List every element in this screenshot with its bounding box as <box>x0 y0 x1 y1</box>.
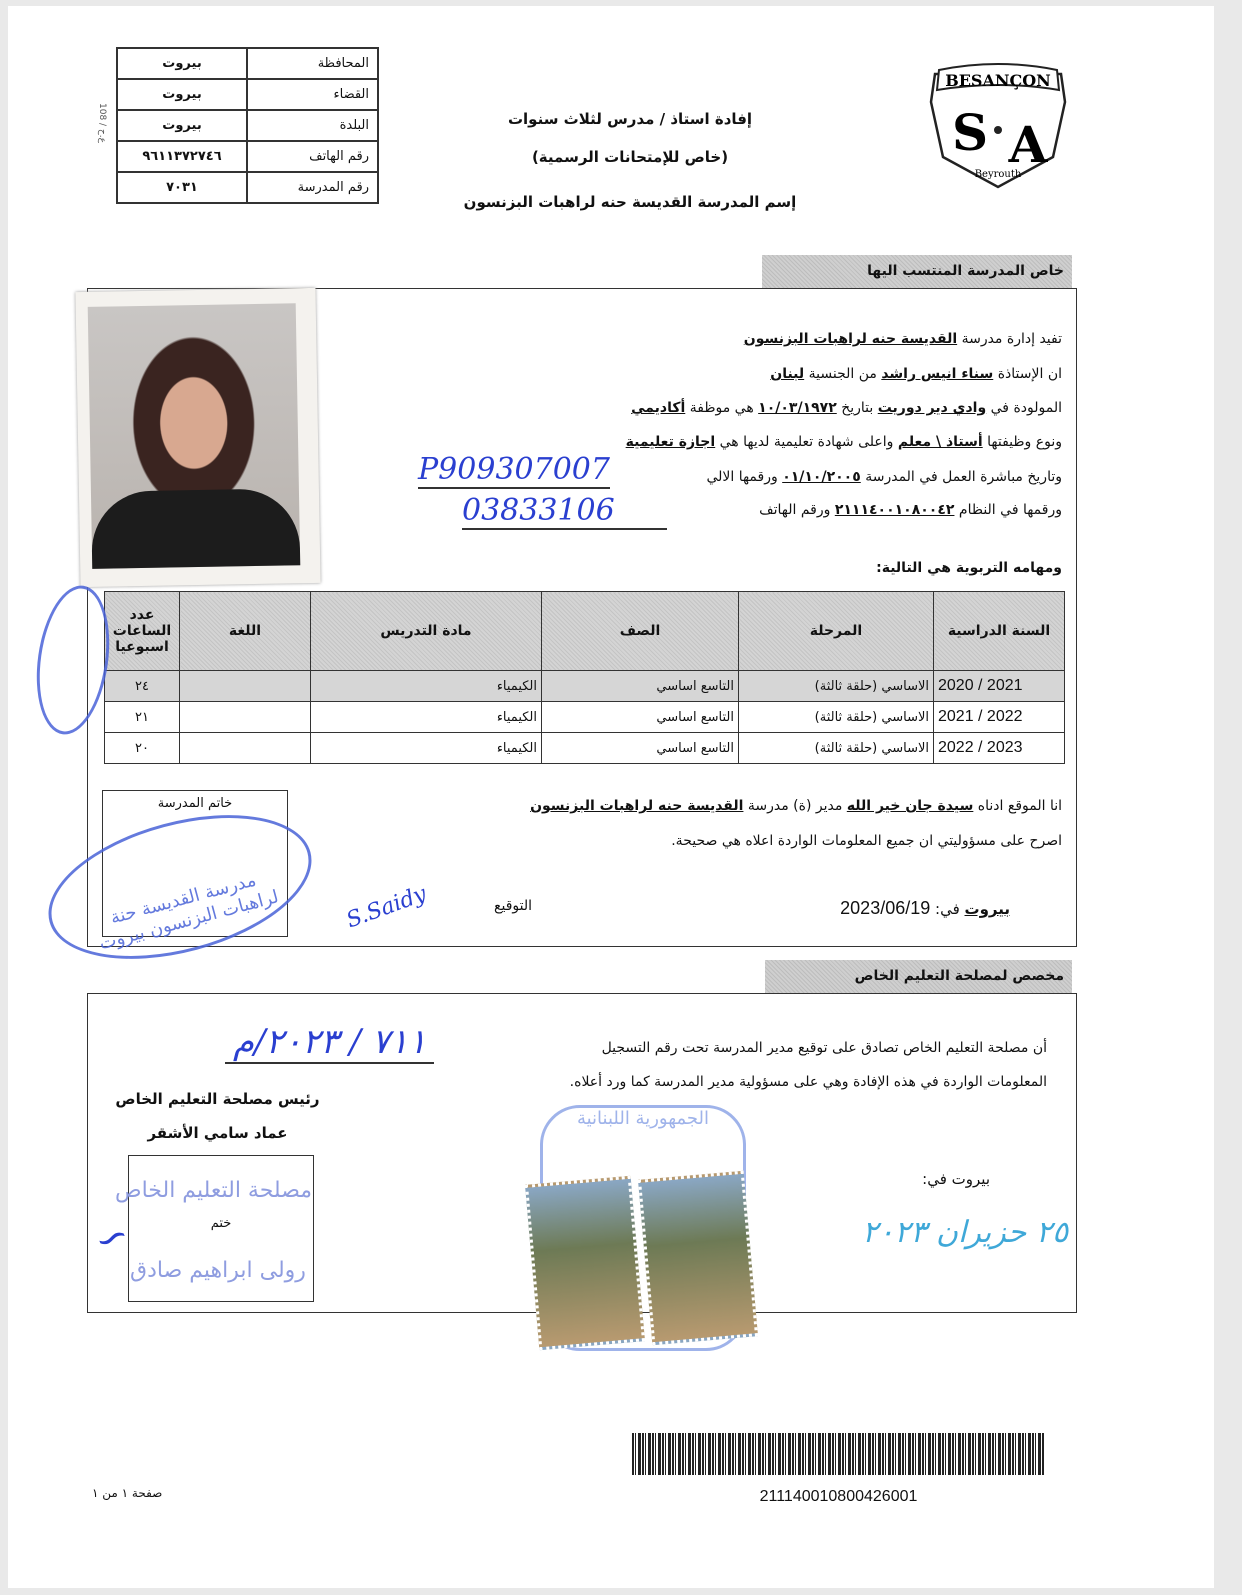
cell: ٢٤ <box>105 671 180 702</box>
svg-text:S: S <box>951 103 989 162</box>
head-title: رئيس مصلحة التعليم الخاص <box>115 1090 320 1108</box>
cell: الاساسي (حلقة ثالثة) <box>739 733 934 764</box>
svg-text:A: A <box>1008 115 1048 174</box>
statement-line: وتاريخ مباشرة العمل في المدرسة ٠١/١٠/٢٠٠٥ ورقمها الالي <box>706 469 1062 485</box>
col-language: اللغة <box>180 592 311 671</box>
svg-text:Beyrouth: Beyrouth <box>974 169 1022 180</box>
cell: 2022 / 2023 <box>934 733 1065 764</box>
school-logo <box>925 62 1071 192</box>
stamp-box-label: خاتم المدرسة <box>157 796 233 811</box>
cell: التاسع اساسي <box>542 702 739 733</box>
cell <box>180 702 311 733</box>
table-row <box>105 733 1065 764</box>
ministry-stamp-name: رولى ابراهيم صادق <box>130 1258 306 1283</box>
approval-date-label: بيروت في: <box>922 1170 990 1188</box>
cell: ٢٠ <box>105 733 180 764</box>
stamp-text: مدرسة القديسة حنة لراهبات البزنسون بيروت <box>97 869 281 955</box>
handwritten-phone: 03833106 <box>462 493 667 530</box>
table-row <box>105 702 1065 733</box>
cell: التاسع اساسي <box>542 733 739 764</box>
value: ٧٠٣١ <box>117 172 247 203</box>
approval-line: أن مصلحة التعليم الخاص تصادق على توقيع مدير المدرسة تحت رقم التسجيل <box>601 1040 1047 1056</box>
col-hours: عدد الساعات اسبوعيا <box>105 592 180 671</box>
svg-text:BESANÇON: BESANÇON <box>945 71 1051 90</box>
cell: الكيمياء <box>311 671 542 702</box>
table-row <box>105 671 1065 702</box>
duties-title: ومهامه التربوية هي التالية: <box>876 560 1062 576</box>
statement-line: تفيد إدارة مدرسة القديسة حنه لراهبات البزنسون <box>743 331 1062 347</box>
declaration-line: اصرح على مسؤوليتي ان جميع المعلومات الواردة اعلاه هي صحيحة. <box>671 833 1062 849</box>
table-row <box>117 110 378 141</box>
col-stage: المرحلة <box>739 592 934 671</box>
cell: 2021 / 2022 <box>934 702 1065 733</box>
ministry-stamp-text: مصلحة التعليم الخاص <box>115 1178 313 1203</box>
doc-title: إفادة استاذ / مدرس لثلاث سنوات <box>507 110 753 128</box>
label: البلدة <box>247 110 378 141</box>
page-number: صفحة ١ من ١ <box>92 1486 163 1500</box>
cell <box>180 671 311 702</box>
section-school-header: خاص المدرسة المنتسب اليها <box>762 255 1072 288</box>
school-info-table <box>116 47 379 204</box>
table-row <box>117 141 378 172</box>
table-header-row <box>105 592 1065 671</box>
duties-table <box>104 591 1065 764</box>
barcode-number: 21114001080042600​1 <box>759 1488 918 1505</box>
statement-line: المولودة في وادي دير دوريت بتاريخ ١٠/٠٣/١٩٧٢ هي موظفة أكاديمي <box>631 400 1062 416</box>
value: بيروت <box>117 110 247 141</box>
cell: 2020 / 2021 <box>934 671 1065 702</box>
col-class: الصف <box>542 592 739 671</box>
statement-line: ورقمها في النظام ٢١١١٤٠٠١٠٨٠٠٤٢ ورقم الهاتف <box>759 502 1062 518</box>
registration-number: ٧١١ / ٢٠٢٣/م <box>225 1022 434 1064</box>
cell: الاساسي (حلقة ثالثة) <box>739 671 934 702</box>
table-row <box>117 48 378 79</box>
label: رقم الهاتف <box>247 141 378 172</box>
head-name: عماد سامي الأشقر <box>147 1124 288 1142</box>
form-code: 108 / ع.ح <box>96 103 107 143</box>
cell: الاساسي (حلقة ثالثة) <box>739 702 934 733</box>
section-ministry-header: مخصص لمصلحة التعليم الخاص <box>765 960 1072 993</box>
label: القضاء <box>247 79 378 110</box>
stamp-box-label: ختم <box>210 1216 232 1231</box>
value: بيروت <box>117 48 247 79</box>
cell: الكيمياء <box>311 733 542 764</box>
cell: التاسع اساسي <box>542 671 739 702</box>
cell: الكيمياء <box>311 702 542 733</box>
declaration-date: بيروت في: 2023/06/19 <box>840 898 1010 918</box>
teacher-photo <box>75 288 320 587</box>
cell <box>180 733 311 764</box>
value: ٩٦١١٣٧٢٧٤٦ <box>117 141 247 172</box>
barcode <box>632 1433 1045 1475</box>
approval-line: المعلومات الواردة في هذه الإفادة وهي على مسؤولية مدير المدرسة كما ورد أعلاه. <box>569 1074 1047 1090</box>
signature-label: التوقيع <box>494 898 532 914</box>
label: المحافظة <box>247 48 378 79</box>
table-row <box>117 79 378 110</box>
label: رقم المدرسة <box>247 172 378 203</box>
declaration-line: انا الموقع ادناه سيدة جان خير الله مدير (ة) مدرسة القديسة حنه لراهبات البزنسون <box>530 798 1062 814</box>
handwritten-approval-date: ٢٥ حزيران ٢٠٢٣ <box>862 1215 1069 1250</box>
col-year: السنة الدراسية <box>934 592 1065 671</box>
director-signature: S.Saidy <box>343 881 430 934</box>
col-subject: مادة التدريس <box>311 592 542 671</box>
table-row <box>117 172 378 203</box>
head-signature: ∽ <box>86 1210 137 1266</box>
revenue-stamp <box>525 1176 645 1351</box>
school-name-title: إسم المدرسة القديسة حنه لراهبات البزنسون <box>463 193 797 211</box>
revenue-stamp <box>638 1171 758 1346</box>
statement-line: ان الإستاذة سناء انيس راشد من الجنسية لبنان <box>770 366 1062 382</box>
handwritten-employee-id: P909307007 <box>418 452 610 487</box>
doc-subtitle: (خاص للإمتحانات الرسمية) <box>531 148 729 166</box>
value: بيروت <box>117 79 247 110</box>
statement-line: ونوع وظيفتها أستاذ \ معلم واعلى شهادة تعليمية لديها هي اجازة تعليمية <box>625 434 1062 450</box>
cell: ٢١ <box>105 702 180 733</box>
republic-stamp-text: الجمهورية اللبنانية <box>576 1108 710 1129</box>
